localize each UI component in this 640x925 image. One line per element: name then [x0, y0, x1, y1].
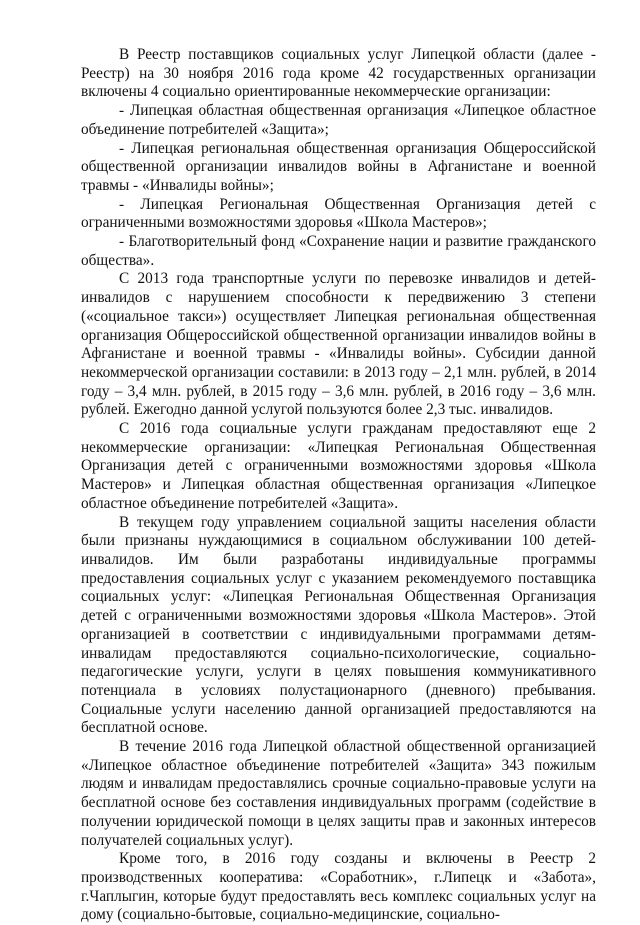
list-item-shkola-masterov: - Липецкая Региональная Общественная Организация детей с ограниченными возможностями здоровья «Школа Мастеров»;	[81, 195, 596, 232]
list-item-invalidy-voiny: - Липецкая региональная общественная организация Общероссийской общественной организации инвалидов войны в Афганистане и военной травмы - «Инвалиды войны»;	[81, 139, 596, 194]
list-item-charity-fund: - Благотворительный фонд «Сохранение нации и развитие гражданского общества».	[81, 233, 596, 269]
paragraph-registry-intro: В Реестр поставщиков социальных услуг Липецкой области (далее - Реестр) на 30 ноября 2016 года кроме 42 государственных организации включены 4 социально ориентированные некоммерческие организации:	[81, 46, 596, 101]
paragraph-cooperatives: Кроме того, в 2016 году созданы и включены в Реестр 2 производственных кооператива: «Соработник», г.Липецк и «Забота», г.Чаплыгин, которые будут предоставлять весь комплекс социальных услуг на дому (социально-бытовые, социально-медицинские, социально-	[81, 850, 596, 924]
paragraph-children-programs: В текущем году управлением социальной защиты населения области были признаны нуждающимися в социальном обслуживании 100 детей-инвалидов. Им были разработаны индивидуальные программы предоставления социальных услуг с указанием рекомендуемого поставщика социальных услуг: «Липецкая Региональная Общественная Организация детей с ограниченными возможностями здоровья «Школа Мастеров». Этой организацией в соответствии с индивидуальными программами детям-инвалидам предоставляются социально-психологические, социально-педагогические услуги, услуги в целях повышения коммуникативного потенциала в условиях полустационарного (дневного) пребывания. Социальные услуги населению данной организацией предоставляются на бесплатной основе.	[81, 513, 596, 737]
paragraph-social-taxi: С 2013 года транспортные услуги по перевозке инвалидов и детей-инвалидов с нарушением способности к передвижению 3 степени («социальное такси») осуществляет Липецкая региональная общественная организация Общероссийской общественной организации инвалидов войны в Афганистане и военной травмы - «Инвалиды войны». Субсидии данной некоммерческой организации составили: в 2013 году – 2,1 млн. рублей, в 2014 году – 3,4 млн. рублей, в 2015 году – 3,6 млн. рублей, в 2016 году – 3,6 млн. рублей. Ежегодно данной услугой пользуются более 2,3 тыс. инвалидов.	[81, 270, 596, 419]
list-item-zashchita: - Липецкая областная общественная организация «Липецкое областное объединение потребителей «Защита»;	[81, 102, 596, 138]
paragraph-legal-services: В течение 2016 года Липецкой областной общественной организацией «Липецкое областное объединение потребителей «Защита» 343 пожилым людям и инвалидам предоставлялись срочные социально-правовые услуги на бесплатной основе без составления индивидуальных программ (содействие в получении юридической помощи в целях защиты прав и законных интересов получателей социальных услуг).	[81, 738, 596, 849]
paragraph-2016-organizations: С 2016 года социальные услуги гражданам предоставляют еще 2 некоммерческие организации: «Липецкая Региональная Общественная Организация детей с ограниченными возможностями здоровья «Школа Мастеров» и Липецкая областная общественная организация «Липецкое областное объединение потребителей «Защита».	[81, 420, 596, 512]
